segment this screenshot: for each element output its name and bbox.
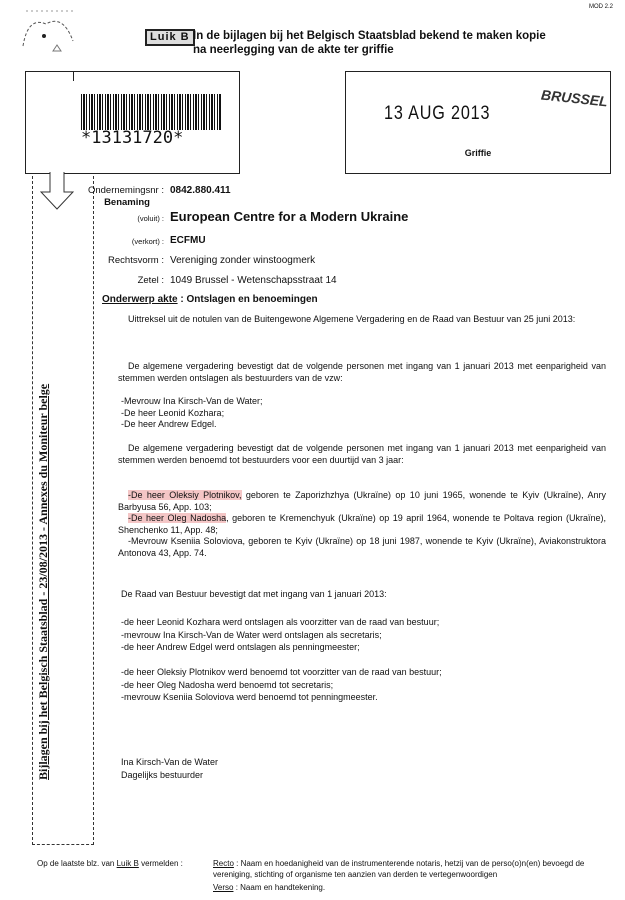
board-appointments — [121, 666, 442, 704]
luik-b-label: Luik B — [145, 29, 195, 46]
highlighted-name: -De heer Oleg Nadosha — [128, 513, 227, 524]
board-paragraph: De Raad van Bestuur bevestigt dat met ingang van 1 januari 2013: — [121, 589, 387, 599]
side-publication-text: Bijlagen bij het Belgisch Staatsblad - 23/08/2013 - Annexes du Moniteur belge — [36, 383, 50, 780]
footer-text: Op de laatste blz. van — [37, 859, 117, 868]
list-item — [118, 536, 606, 559]
stamp-label: Griffie — [464, 148, 492, 158]
signatory-name: Ina Kirsch-Van de Water — [121, 757, 219, 767]
appointed-list — [118, 490, 606, 560]
appointment-paragraph: De algemene vergadering bevestigt dat de volgende personen met ingang van 1 januari 2013 met eenparigheid van stemmen werden benoemd tot bestuurders voor een duurtijd van 3 jaar: — [118, 443, 606, 465]
subject-value: : Ontslagen en benoemingen — [180, 294, 318, 305]
zetel-label: Zetel : — [137, 275, 164, 286]
legal-form: Vereniging zonder winstoogmerk — [170, 255, 316, 266]
resigned-list — [121, 396, 263, 431]
coat-of-arms-logo — [18, 6, 78, 61]
header-line: In de bijlagen bij het Belgisch Staatsblad bekend te maken kopie — [193, 30, 546, 42]
list-item: -De heer Leonid Kozhara; — [121, 407, 225, 418]
verkort-label: (verkort) : — [131, 237, 164, 246]
list-item: -Mevrouw Ina Kirsch-Van de Water; — [121, 396, 263, 406]
barcode-box — [25, 71, 240, 174]
stamp-city: BRUSSEL — [540, 86, 609, 110]
list-item: -de heer Oleg Nadosha werd benoemd tot secretaris; — [121, 679, 334, 690]
footer-lead — [37, 858, 183, 869]
form-code: MOD 2.2 — [588, 4, 613, 10]
list-item: -de heer Leonid Kozhara werd ontslagen als voorzitter van de raad van bestuur; — [121, 617, 440, 627]
list-item-text: -Mevrouw Kseniia Soloviova, geboren te Kyiv (Ukraïne) op 18 juni 1987, wonende te Kyiv (Ukraïne), Aviakonstruktora Antonova 43, App. 74. — [118, 536, 606, 558]
footer-luik: Luik B — [116, 859, 139, 868]
signatory-role: Dagelijks bestuurder — [121, 770, 204, 780]
resignation-paragraph: De algemene vergadering bevestigt dat de volgende personen met ingang van 1 januari 2013 met eenparigheid van stemmen werden ontslagen als bestuurders van de vzw: — [118, 361, 606, 383]
verso-label: Verso — [213, 883, 234, 892]
recto-label: Recto — [213, 859, 234, 868]
highlighted-name: -De heer Oleksiy Plotnikov, — [128, 490, 242, 500]
rechtsvorm-label: Rechtsvorm : — [108, 255, 164, 266]
list-item — [118, 513, 606, 536]
footer-text: vermelden : — [138, 859, 183, 868]
list-item-text: , geboren te Kremenchyuk (Ukraïne) op 19 april 1964, wonende te Poltava region (Ukraïne), Shenchenko 11, App. 48; — [118, 513, 606, 535]
voluit-label: (voluit) : — [137, 214, 164, 223]
recto-text: : Naam en hoedanigheid van de instrumenterende notaris, hetzij van de perso(o)n(en) bevoegd de vereniging, stichting of organisme ten aanzien van derden te vertegenwoordigen — [213, 859, 585, 879]
company-number: 0842.880.411 — [170, 185, 231, 196]
list-item: -mevrouw Ina Kirsch-Van de Water werd ontslagen als secretaris; — [121, 629, 382, 640]
header-title — [193, 29, 613, 57]
board-resignations — [121, 616, 439, 654]
list-item — [118, 490, 606, 513]
intro-paragraph: Uittreksel uit de notulen van de Buitengewone Algemene Vergadering en de Raad van Bestuur van 25 juni 2013: — [128, 314, 576, 324]
subject-line — [102, 294, 318, 305]
stamp-date: 13 AUG 2013 — [384, 103, 491, 124]
signature-block — [121, 756, 218, 782]
company-name: European Centre for a Modern Ukraine — [170, 209, 409, 224]
barcode-number: *13131720* — [81, 128, 184, 148]
benaming-label: Benaming — [104, 197, 150, 208]
list-item-text: geboren te Zaporizhzhya (Ukraïne) op 10 juni 1965, wonende te Kyiv (Ukraïne), Anry Barbyusa 56, App. 103; — [118, 490, 607, 512]
list-item: -mevrouw Kseniia Soloviova werd benoemd tot penningmeester. — [121, 692, 378, 703]
nr-label: Ondernemingsnr : — [87, 185, 164, 196]
footer-recto — [213, 858, 598, 880]
registered-office: 1049 Brussel - Wetenschapsstraat 14 — [170, 275, 337, 286]
list-item: -De heer Andrew Edgel. — [121, 419, 217, 430]
list-item: -de heer Andrew Edgel werd ontslagen als penningmeester; — [121, 642, 360, 653]
barcode — [81, 94, 221, 130]
subject-label: Onderwerp akte — [102, 294, 178, 305]
header-line: na neerlegging van de akte ter griffie — [193, 44, 394, 56]
list-item: -de heer Oleksiy Plotnikov werd benoemd tot voorzitter van de raad van bestuur; — [121, 667, 442, 677]
footer-verso — [213, 882, 325, 893]
verso-text: : Naam en handtekening. — [233, 883, 326, 892]
company-abbreviation: ECFMU — [170, 235, 206, 246]
griffie-stamp-box — [345, 71, 611, 174]
